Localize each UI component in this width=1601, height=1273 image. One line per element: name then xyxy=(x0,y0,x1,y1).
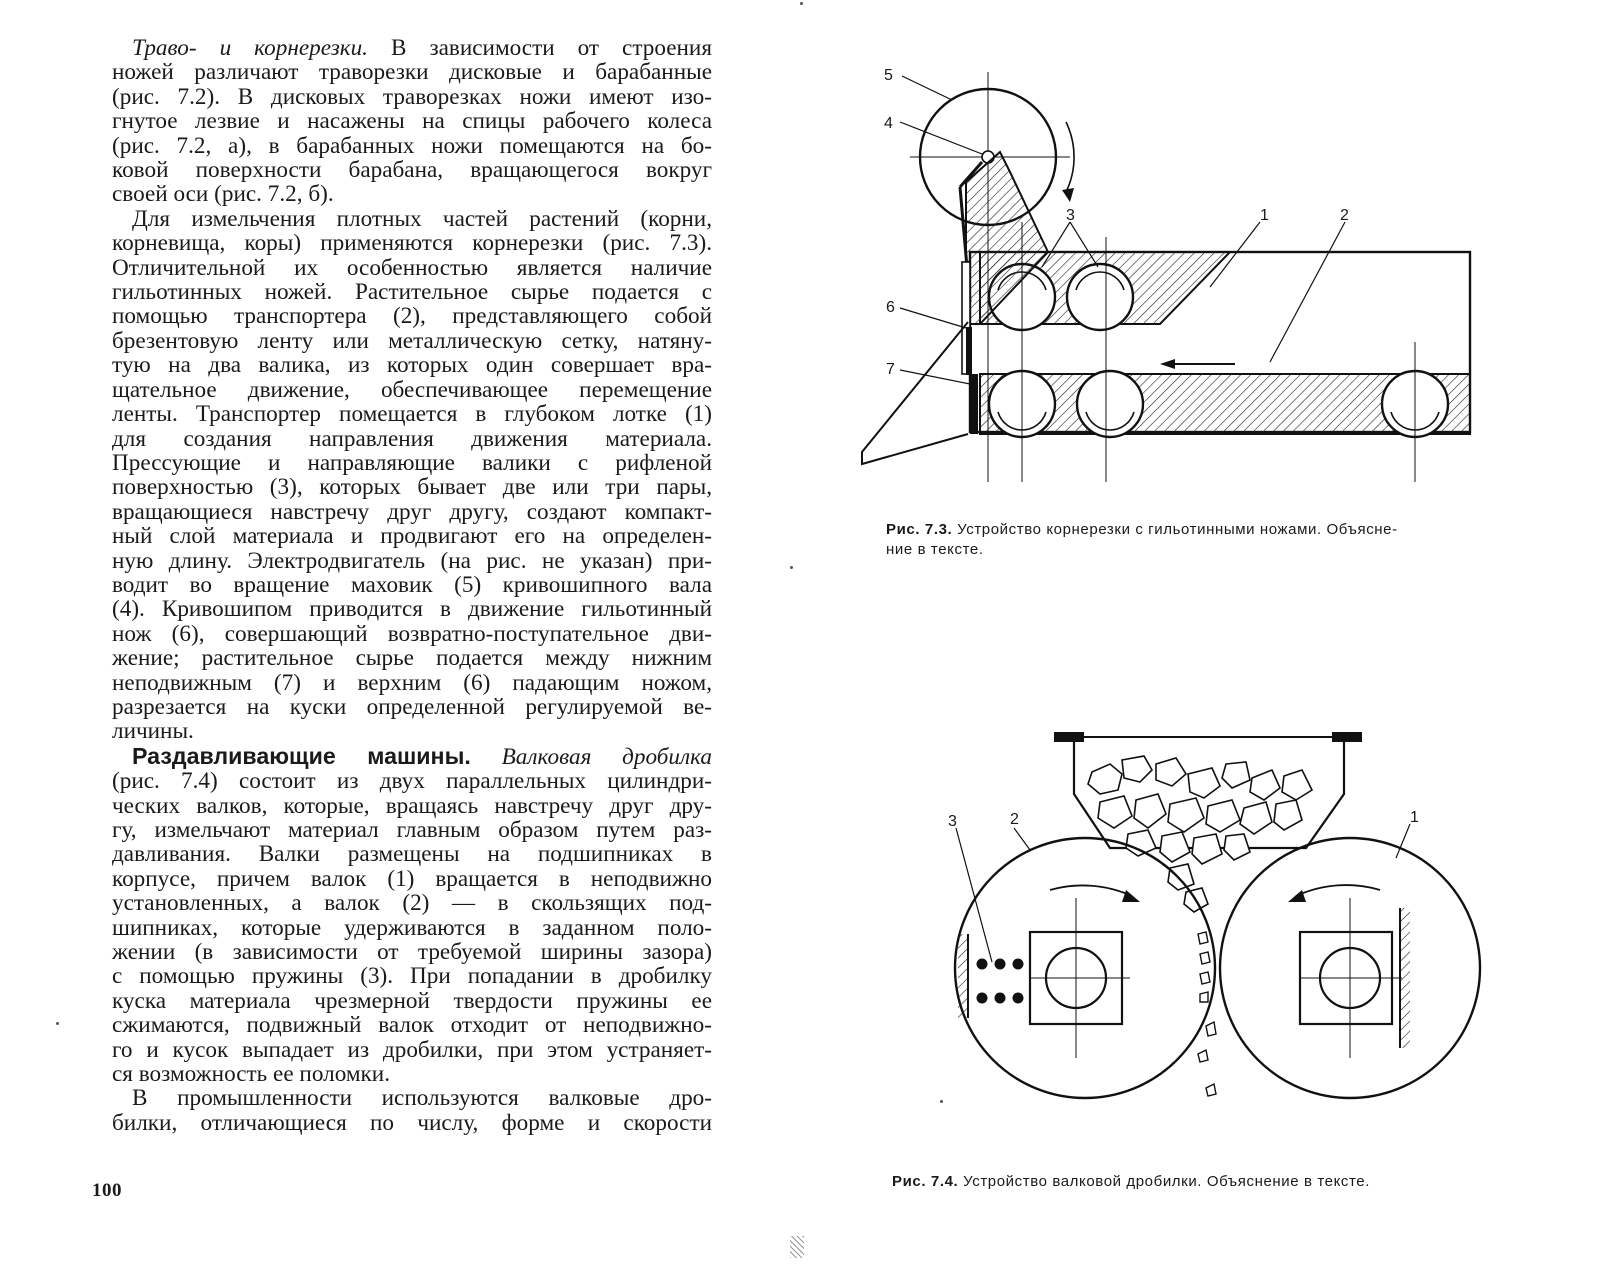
text-run: ную длину. Электродвигатель (на рис. не указан) при- xyxy=(112,547,712,574)
fixed-knife xyxy=(970,374,978,434)
figure-7-4-caption-label: Рис. 7.4. xyxy=(892,1173,959,1190)
text-run: поверхностью (3), которых бывает две или три пары, xyxy=(112,474,712,501)
text-run: В зависимости от строения xyxy=(367,35,713,61)
text-run: Для измельчения плотных частей растений (корни, xyxy=(132,205,712,232)
text-run: шипниках, которые удерживаются в заданном поло- xyxy=(112,914,712,941)
text-run: Прессующие и направляющие валики с рифленой xyxy=(112,449,712,476)
text-line xyxy=(112,549,712,573)
text-run: водит во вращение маховик (5) кривошипного вала xyxy=(112,571,712,598)
paragraph xyxy=(112,36,712,207)
text-line xyxy=(112,794,712,818)
label-6: 6 xyxy=(886,299,895,316)
label-1: 1 xyxy=(1260,207,1269,224)
text-line xyxy=(112,402,712,426)
text-line xyxy=(112,427,712,451)
text-line xyxy=(112,475,712,499)
scan-smudge xyxy=(790,1236,804,1258)
text-run: (рис. 7.4) состоит из двух параллельных цилиндри- xyxy=(112,768,712,795)
scan-speck xyxy=(56,1022,59,1025)
text-run: ковой поверхности барабана, вращающегося вокруг xyxy=(112,157,712,184)
text-line xyxy=(112,622,712,646)
text-run: установленных, а валок (2) — в скользящих под- xyxy=(112,890,712,917)
text-run: ческих валков, которые, вращаясь навстречу друг дру- xyxy=(112,792,712,819)
text-run: В промышленности используются валковые дро- xyxy=(132,1085,712,1112)
text-line xyxy=(112,1038,712,1062)
italic-term: Валковая дробилка xyxy=(501,743,713,770)
text-run: гу, измельчают материал главным образом путем раз- xyxy=(112,817,712,843)
text-run: ный слой материала и продвигают его на определен- xyxy=(112,523,712,550)
text-line xyxy=(112,989,712,1013)
text-run: щательное движение, обеспечивающее перемещение xyxy=(112,376,712,403)
label-2: 2 xyxy=(1010,811,1019,828)
text-run: го и кусок выпадает из дробилки, при этом устраняет- xyxy=(112,1036,712,1063)
text-line xyxy=(112,842,712,866)
text-line xyxy=(112,646,712,670)
label-5: 5 xyxy=(884,67,893,84)
text-run: ся возможность ее поломки. xyxy=(112,1061,391,1088)
text-run: (рис. 7.2). В дисковых траворезках ножи имеют изо- xyxy=(112,83,712,110)
text-run: (рис. 7.2, а), в барабанных ножи помещаются на бо- xyxy=(112,132,712,159)
scan-speck xyxy=(940,1100,943,1103)
text-line xyxy=(112,60,712,84)
paragraph xyxy=(112,744,712,1087)
page-number: 100 xyxy=(92,1180,122,1201)
text-run: помощью транспортера (2), представляющего собой xyxy=(112,303,712,330)
text-line xyxy=(112,134,712,158)
figure-7-3-caption-text-2: ние в тексте. xyxy=(886,541,984,558)
text-line xyxy=(112,695,712,719)
text-run: жении (в зависимости от требуемой ширины зазора) xyxy=(112,939,712,966)
text-run: жение; растительное сырье подается между нижним xyxy=(112,645,712,672)
text-run: (4). Кривошипом приводится в движение гильотинный xyxy=(112,596,712,623)
text-line xyxy=(112,231,712,255)
text-run: тую на два валика, из которых один совершает вра- xyxy=(112,352,712,379)
label-7: 7 xyxy=(886,361,895,378)
text-run: неподвижным (7) и верхним (6) падающим ножом, xyxy=(112,669,712,696)
text-line xyxy=(112,940,712,964)
text-line xyxy=(112,1086,712,1110)
text-line xyxy=(112,891,712,915)
bold-heading: Раздавливающие машины. xyxy=(132,742,471,769)
label-4: 4 xyxy=(884,115,893,132)
text-line xyxy=(112,867,712,891)
text-line xyxy=(112,1062,712,1086)
label-1: 1 xyxy=(1410,809,1419,826)
text-run: разрезается на куски определенной регулируемой ве- xyxy=(112,693,712,720)
label-3: 3 xyxy=(1066,207,1075,224)
upper-roller-2 xyxy=(1067,264,1133,330)
text-line xyxy=(112,109,712,133)
text-line xyxy=(112,744,712,769)
lower-roller-2 xyxy=(1077,371,1143,437)
scan-speck xyxy=(790,566,793,569)
italic-term: Траво- и корнерезки. xyxy=(132,35,368,61)
figure-7-4-roller-crusher-diagram xyxy=(950,738,1520,1146)
text-line xyxy=(112,304,712,328)
text-run: гнутое лезвие и насажены на спицы рабочего колеса xyxy=(112,108,712,135)
text-run: давливания. Валки размещены на подшипниках в xyxy=(112,841,712,868)
text-run: корневища, коры) применяются корнерезки (рис. 7.3). xyxy=(112,230,712,257)
text-run: куска материала чрезмерной твердости пружины ее xyxy=(112,987,712,1014)
figure-7-3-caption xyxy=(886,520,1536,560)
text-column xyxy=(112,36,712,1135)
text-line xyxy=(112,36,712,60)
text-line xyxy=(112,378,712,402)
text-line xyxy=(112,719,712,743)
paragraph xyxy=(112,1086,712,1135)
label-3: 3 xyxy=(948,813,957,830)
text-line xyxy=(112,597,712,621)
text-run: вращающиеся навстречу друг другу, создают компакт- xyxy=(112,498,712,525)
text-run: нож (6), совершающий возвратно-поступательное дви- xyxy=(112,620,712,647)
scan-speck xyxy=(800,2,803,5)
text-run: ленты. Транспортер помещается в глубоком лотке (1) xyxy=(112,401,712,428)
text-run: ножей различают траворезки дисковые и барабанные xyxy=(112,59,712,86)
text-run: корпусе, причем валок (1) вращается в неподвижно xyxy=(112,865,712,892)
figure-7-4-caption xyxy=(892,1172,1592,1192)
text-run: брезентовую ленту или металлическую сетку, натяну- xyxy=(112,327,712,354)
conveyor-direction-arrow xyxy=(1160,359,1175,369)
text-line xyxy=(112,280,712,304)
figure-7-3-root-cutter-diagram xyxy=(870,62,1510,502)
text-line xyxy=(112,916,712,940)
text-line xyxy=(112,182,712,206)
text-line xyxy=(112,256,712,280)
text-line xyxy=(112,769,712,793)
text-line xyxy=(112,85,712,109)
text-line xyxy=(112,573,712,597)
text-line xyxy=(112,818,712,842)
text-run: личины. xyxy=(112,718,194,745)
spring xyxy=(977,959,1024,1004)
text-run: своей оси (рис. 7.2, б). xyxy=(112,181,334,208)
text-run xyxy=(471,744,502,770)
left-page-text xyxy=(112,36,712,1135)
text-run: с помощью пружины (3). При попадании в дробилку xyxy=(112,963,712,990)
text-line xyxy=(112,207,712,231)
figure-7-3-caption-label: Рис. 7.3. xyxy=(886,521,953,538)
material-lumps xyxy=(1088,756,1312,912)
text-line xyxy=(112,524,712,548)
text-line xyxy=(112,964,712,988)
text-run: Отличительной их особенностью является наличие xyxy=(112,254,712,281)
text-line xyxy=(112,353,712,377)
text-line xyxy=(112,1111,712,1135)
figure-7-3-caption-text: Устройство корнерезки с гильотинными ножами. Объясне- xyxy=(952,521,1398,538)
text-line xyxy=(112,671,712,695)
text-line xyxy=(112,158,712,182)
text-run: билки, отличающиеся по числу, форме и скорости xyxy=(112,1109,712,1136)
text-run: для создания направления движения материала. xyxy=(112,425,712,452)
text-run: сжимаются, подвижный валок отходит от неподвижно- xyxy=(112,1012,712,1039)
text-line xyxy=(112,500,712,524)
paragraph xyxy=(112,207,712,744)
figure-7-4-caption-text: Устройство валковой дробилки. Объяснение в тексте. xyxy=(958,1173,1371,1190)
text-run: гильотинных ножей. Растительное сырье подается с xyxy=(112,279,712,306)
text-line xyxy=(112,1013,712,1037)
text-line xyxy=(112,451,712,475)
text-line xyxy=(112,329,712,353)
label-2: 2 xyxy=(1340,207,1349,224)
